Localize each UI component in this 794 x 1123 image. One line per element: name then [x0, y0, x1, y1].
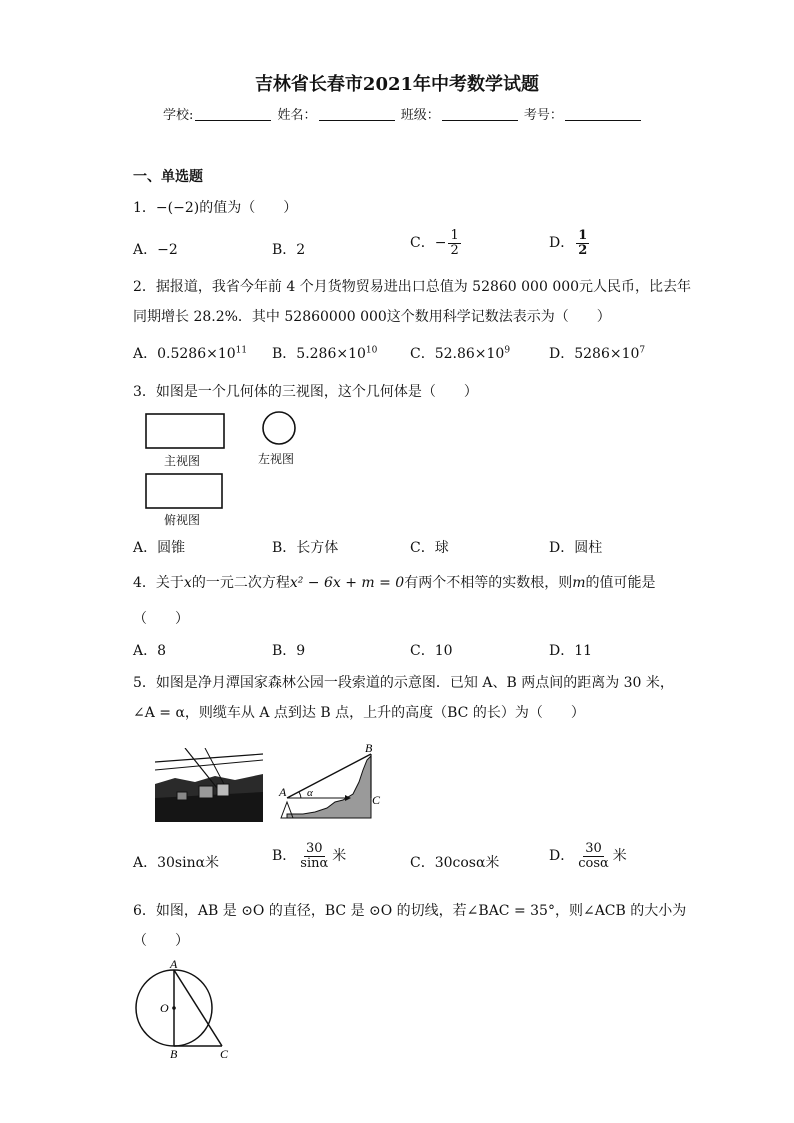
q5-d-prefix: D．	[549, 848, 575, 865]
exam-no-blank[interactable]	[565, 108, 641, 121]
q2-c-base: C．52.86×10	[410, 346, 505, 362]
q4-text-a: 4．关于	[133, 575, 184, 591]
q4-variable-m: m	[572, 575, 586, 591]
q1-option-d[interactable]	[549, 229, 591, 257]
front-view-label: 主视图	[164, 454, 201, 468]
q2-a-base: A．0.5286×10	[133, 346, 236, 362]
q1-c-prefix: C．−	[410, 235, 447, 252]
q2-b-base: B．5.286×10	[272, 346, 366, 362]
label-a: A	[170, 957, 178, 971]
q5-option-b[interactable]	[272, 842, 346, 870]
question-4-line-1	[133, 572, 656, 592]
question-5-line-1: 5．如图是净月潭国家森林公园一段索道的示意图．已知 A、B 两点间的距离为 30 米，	[133, 675, 674, 691]
mountain-profile	[287, 756, 371, 818]
q3-option-c[interactable]: C．球	[410, 540, 449, 556]
front-view-rectangle	[146, 414, 224, 448]
q2-d-base: D．5286×10	[549, 346, 640, 362]
segment-ac	[174, 970, 222, 1046]
label-b: B	[170, 1047, 178, 1060]
q2-option-d[interactable]	[549, 343, 645, 363]
school-blank[interactable]	[195, 108, 271, 121]
q4-option-a[interactable]: A．8	[133, 643, 167, 659]
name-label: 姓名：	[277, 108, 317, 123]
photo-cabin-2	[217, 784, 229, 796]
photo-cabin-1	[199, 786, 213, 798]
q4-option-b[interactable]: B．9	[272, 643, 306, 659]
q5-b-unit: 米	[332, 848, 347, 865]
q4-text-d: 的值可能是	[585, 575, 656, 591]
q3-option-b[interactable]: B．长方体	[272, 540, 339, 556]
question-6-line-1: 6．如图，AB 是 ⊙O 的直径，BC 是 ⊙O 的切线，若∠BAC = 35°，则∠ACB 的大小为	[133, 903, 687, 919]
label-a: A	[279, 785, 287, 799]
center-point	[172, 1006, 176, 1010]
q4-equation: x² − 6x + m = 0	[289, 575, 405, 591]
school-label: 学校:	[163, 108, 194, 123]
question-4-line-2: （ ）	[133, 611, 189, 627]
q5-b-fraction	[298, 842, 330, 870]
circle-tangent-diagram	[134, 956, 244, 1060]
cable-car-photo	[155, 748, 263, 822]
label-alpha: α	[307, 787, 313, 799]
q2-c-exponent: 9	[504, 345, 511, 356]
question-2-line-2: 同期增长 28.2%．其中 52860000 000这个数用科学记数法表示为（ ）	[133, 309, 611, 325]
q5-b-numerator: 30	[306, 841, 323, 856]
q1-d-fraction	[576, 229, 589, 257]
question-2-line-1: 2．据报道，我省今年前 4 个月货物贸易进出口总值为 52860 000 000元人民币，比去年	[133, 279, 692, 295]
q3-option-a[interactable]: A．圆锥	[133, 540, 186, 556]
q1-c-numerator: 1	[450, 228, 459, 243]
q1-c-fraction	[448, 229, 460, 257]
q5-d-numerator: 30	[585, 841, 602, 856]
section-heading: 一、单选题	[133, 169, 203, 185]
q1-option-c[interactable]	[410, 229, 463, 257]
q4-option-d[interactable]: D．11	[549, 643, 593, 659]
q2-d-exponent: 7	[639, 345, 646, 356]
q5-d-denominator: cosα	[578, 855, 609, 871]
q1-suffix: 的值为（ ）	[199, 200, 298, 216]
q2-option-b[interactable]	[272, 343, 377, 363]
class-label: 班级：	[400, 108, 440, 123]
label-o: O	[160, 1001, 169, 1015]
left-view-circle	[263, 412, 295, 444]
cableway-diagram	[275, 742, 385, 824]
q1-expression: −(−2)	[155, 200, 200, 216]
photo-cabin-3	[177, 792, 187, 800]
question-6-line-2: （ ）	[133, 933, 189, 949]
top-view-rectangle	[146, 474, 222, 508]
label-c: C	[372, 793, 381, 807]
q1-d-denominator: 2	[578, 242, 588, 258]
q5-option-a[interactable]: A．30sinα米	[133, 855, 220, 871]
q5-option-c[interactable]: C．30cosα米	[410, 855, 500, 871]
q5-b-denominator: sinα	[300, 855, 329, 871]
page-title: 吉林省长春市2021年中考数学试题	[254, 74, 540, 95]
q3-option-d[interactable]: D．圆柱	[549, 540, 603, 556]
q4-text-c: 有两个不相等的实数根，则	[404, 575, 573, 591]
q2-option-c[interactable]	[410, 343, 510, 363]
name-blank[interactable]	[319, 108, 395, 121]
q1-option-a[interactable]: A．−2	[133, 242, 178, 258]
q1-number: 1．	[133, 200, 156, 216]
q4-text-b: 的一元二次方程	[191, 575, 290, 591]
q2-b-exponent: 10	[365, 345, 378, 356]
angle-arc	[299, 792, 301, 798]
q1-option-b[interactable]: B．2	[272, 242, 306, 258]
question-3-stem: 3．如图是一个几何体的三视图，这个几何体是（ ）	[133, 384, 478, 400]
q2-option-a[interactable]	[133, 343, 247, 363]
q1-d-numerator: 1	[578, 228, 588, 243]
label-b: B	[365, 742, 373, 755]
q2-a-exponent: 11	[235, 345, 248, 356]
q5-d-unit: 米	[612, 848, 627, 865]
q4-option-c[interactable]: C．10	[410, 643, 453, 659]
question-5-line-2: ∠A = α，则缆车从 A 点到达 B 点，上升的高度（BC 的长）为（ ）	[133, 705, 585, 721]
q1-d-prefix: D．	[549, 235, 575, 252]
q4-variable-x: x	[183, 575, 192, 591]
top-view-label: 俯视图	[164, 513, 201, 527]
q1-c-denominator: 2	[450, 242, 459, 258]
label-c: C	[220, 1047, 229, 1060]
class-blank[interactable]	[442, 108, 518, 121]
student-info-row	[163, 104, 643, 123]
q5-option-d[interactable]	[549, 842, 627, 870]
exam-no-label: 考号：	[523, 108, 563, 123]
q5-b-prefix: B．	[272, 848, 297, 865]
question-1-stem	[133, 197, 297, 217]
left-view-label: 左视图	[258, 452, 295, 466]
q5-d-fraction	[576, 842, 611, 870]
